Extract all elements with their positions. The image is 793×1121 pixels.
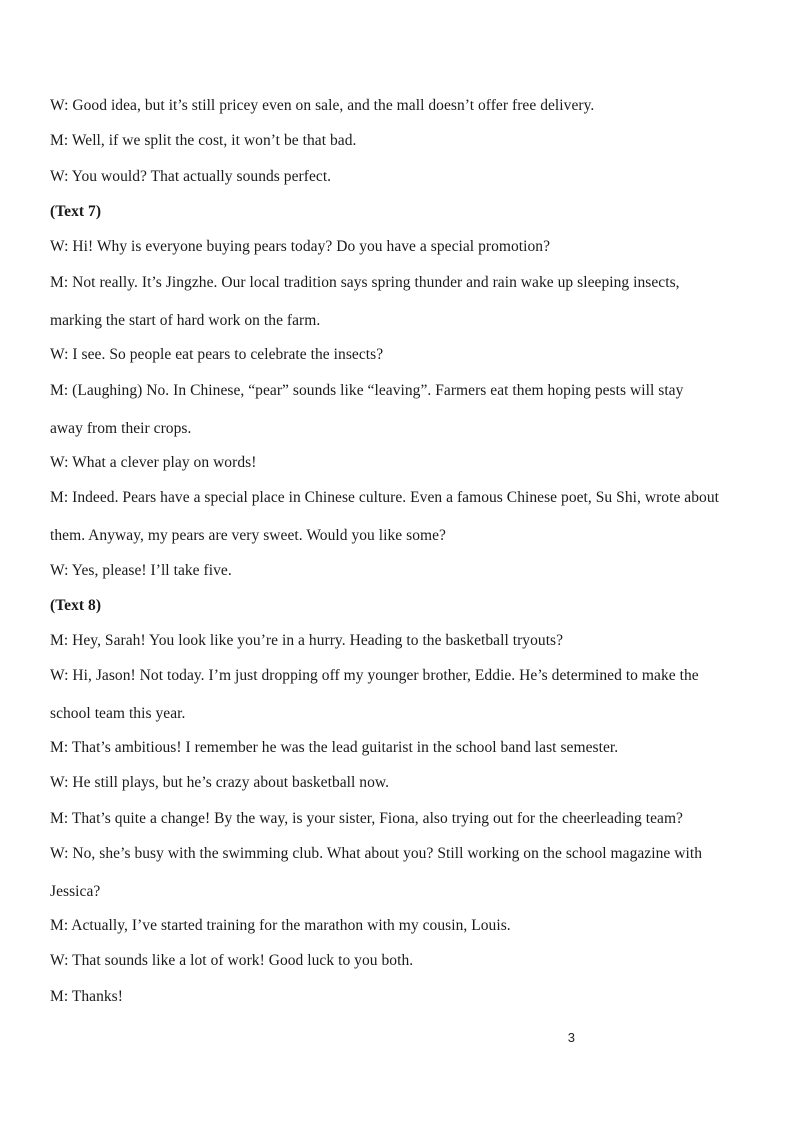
dialogue-line: school team this year. (50, 705, 186, 722)
page-number: 3 (567, 1030, 575, 1045)
dialogue-line: M: Hey, Sarah! You look like you’re in a hurry. Heading to the basketball tryouts? (50, 632, 564, 649)
dialogue-line: them. Anyway, my pears are very sweet. Would you like some? (50, 527, 446, 544)
dialogue-line: W: What a clever play on words! (50, 454, 257, 471)
dialogue-line: M: That’s ambitious! I remember he was the lead guitarist in the school band last semester. (50, 739, 619, 756)
dialogue-line: Jessica? (50, 883, 101, 900)
section-heading-text-7: (Text 7) (50, 203, 102, 220)
dialogue-line: M: That’s quite a change! By the way, is your sister, Fiona, also trying out for the cheerleading team? (50, 810, 683, 827)
dialogue-line: M: (Laughing) No. In Chinese, “pear” sounds like “leaving”. Farmers eat them hoping pests will stay (50, 382, 684, 399)
section-heading-text-8: (Text 8) (50, 597, 102, 614)
dialogue-line: W: You would? That actually sounds perfect. (50, 168, 332, 185)
dialogue-line: M: Actually, I’ve started training for the marathon with my cousin, Louis. (50, 917, 511, 934)
dialogue-line: W: Yes, please! I’ll take five. (50, 562, 232, 579)
dialogue-line: W: That sounds like a lot of work! Good luck to you both. (50, 952, 414, 969)
dialogue-line: W: No, she’s busy with the swimming club. What about you? Still working on the school magazine with (50, 845, 702, 862)
dialogue-line: marking the start of hard work on the farm. (50, 312, 321, 329)
dialogue-line: M: Thanks! (50, 988, 123, 1005)
dialogue-line: W: Hi, Jason! Not today. I’m just dropping off my younger brother, Eddie. He’s determined to make the (50, 667, 699, 684)
dialogue-line: W: Hi! Why is everyone buying pears today? Do you have a special promotion? (50, 238, 551, 255)
dialogue-line: M: Not really. It’s Jingzhe. Our local tradition says spring thunder and rain wake up sleeping insects, (50, 274, 680, 291)
dialogue-line: away from their crops. (50, 420, 192, 437)
dialogue-line: W: Good idea, but it’s still pricey even on sale, and the mall doesn’t offer free delivery. (50, 97, 595, 114)
dialogue-line: W: I see. So people eat pears to celebrate the insects? (50, 346, 384, 363)
dialogue-line: M: Indeed. Pears have a special place in Chinese culture. Even a famous Chinese poet, Su Shi, wrote about (50, 489, 719, 506)
dialogue-line: W: He still plays, but he’s crazy about basketball now. (50, 774, 390, 791)
dialogue-line: M: Well, if we split the cost, it won’t be that bad. (50, 132, 357, 149)
